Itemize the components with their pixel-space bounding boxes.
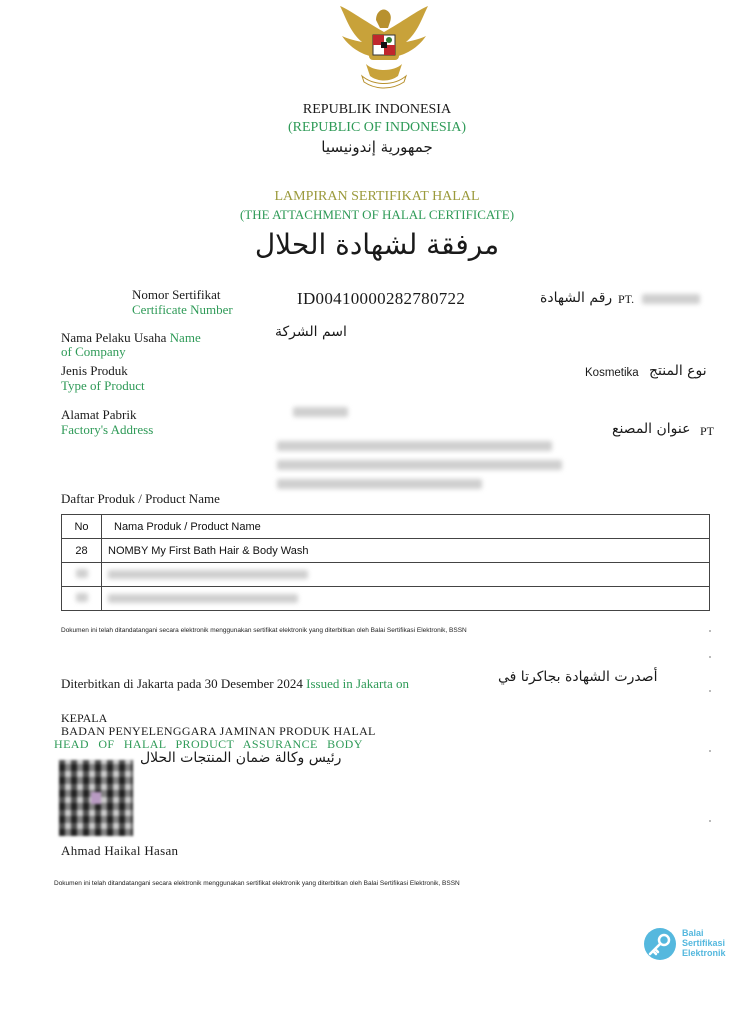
margin-marks: [709, 630, 711, 870]
document-title-ar: مرفقة لشهادة الحلال: [254, 228, 500, 261]
factory-address-prefix: PT: [700, 424, 715, 438]
product-type-label-ar: نوع المنتج: [649, 363, 707, 379]
redacted-company-name: [642, 294, 700, 304]
product-type-label-id: Jenis Produk: [61, 363, 128, 378]
certificate-number-label-en: Certificate Number: [132, 302, 233, 317]
company-prefix: PT.: [618, 292, 635, 306]
country-name-en: (REPUBLIC OF INDONESIA): [287, 120, 467, 135]
country-name-ar: جمهورية إندونيسيا: [321, 138, 433, 156]
garuda-emblem-icon: [336, 2, 432, 94]
issued-text-ar: أصدرت الشهادة بجاكرتا في: [498, 669, 658, 685]
issued-text-id: Diterbitkan di Jakarta pada 30 Desember 2024: [61, 676, 303, 691]
country-name-id: REPUBLIK INDONESIA: [302, 102, 452, 117]
table-header-row: [62, 515, 710, 539]
product-no: 28: [62, 539, 102, 563]
factory-address-label-id: Alamat Pabrik: [61, 407, 137, 422]
redacted-address-line-3: [277, 479, 482, 489]
signatory-title-en: HEAD OF HALAL PRODUCT ASSURANCE BODY: [54, 737, 363, 751]
certificate-number-label-ar: رقم الشهادة: [540, 290, 613, 306]
company-label-ar: اسم الشركة: [275, 324, 347, 340]
bsre-logo-icon: [642, 926, 678, 962]
table-row: [62, 539, 710, 563]
company-label-en-2: of Company: [61, 344, 126, 359]
company-label-id: Nama Pelaku Usaha: [61, 330, 167, 345]
column-header-no: No: [62, 515, 102, 539]
signatory-name: Ahmad Haikal Hasan: [61, 843, 179, 858]
redacted-product-no: [76, 593, 88, 602]
certificate-number-label-id: Nomor Sertifikat: [132, 287, 221, 302]
signatory-title-2: BADAN PENYELENGGARA JAMINAN PRODUK HALAL: [61, 724, 376, 738]
table-row-redacted: [62, 587, 710, 611]
redacted-address-line-1: [277, 441, 552, 451]
factory-address-label-en: Factory's Address: [61, 422, 154, 437]
product-type-value: Kosmetika: [585, 367, 639, 379]
qr-center-mark: [91, 792, 101, 804]
certificate-number: ID00410000282780722: [297, 289, 466, 308]
redacted-product-name: [108, 594, 298, 603]
signatory-title-ar: رئيس وكالة ضمان المنتجات الحلال: [140, 750, 342, 766]
factory-address-label-ar: عنوان المصنع: [612, 421, 691, 437]
document-title-id: LAMPIRAN SERTIFIKAT HALAL: [274, 189, 480, 204]
redacted-factory-name: [293, 407, 348, 417]
redacted-address-line-2: [277, 460, 562, 470]
bsre-logo-line-2: Sertifikasi: [682, 938, 726, 948]
product-table: [61, 514, 710, 611]
bsre-logo-line-1: Balai: [682, 928, 704, 938]
signatory-title-1: KEPALA: [61, 711, 108, 725]
bsre-logo-line-3: Elektronik: [682, 948, 726, 958]
redacted-product-name: [108, 570, 308, 579]
redacted-product-no: [76, 569, 88, 578]
issued-text-en: Issued in Jakarta on: [306, 676, 410, 691]
document-title-en: (THE ATTACHMENT OF HALAL CERTIFICATE): [239, 207, 515, 222]
table-row-redacted: [62, 563, 710, 587]
bsre-logo: [642, 926, 742, 964]
product-list-label: Daftar Produk / Product Name: [61, 491, 220, 506]
column-header-product-name: Nama Produk / Product Name: [102, 515, 710, 539]
product-type-label-en: Type of Product: [61, 378, 145, 393]
company-label-en: Name: [169, 330, 201, 345]
electronic-signature-notice: Dokumen ini telah ditandatangani secara elektronik menggunakan sertifikat elektronik yang diterbitkan oleh Balai Sertifikasi Elektronik, BSSN: [61, 627, 467, 634]
bsre-logo-text: [682, 928, 726, 958]
product-name: NOMBY My First Bath Hair & Body Wash: [102, 539, 710, 563]
electronic-signature-notice-footer: Dokumen ini telah ditandatangani secara elektronik menggunakan sertifikat elektronik yang diterbitkan oleh Balai Sertifikasi Elektronik, BSSN: [54, 880, 460, 887]
qr-code-icon: [59, 760, 133, 836]
issued-statement: [61, 676, 409, 692]
